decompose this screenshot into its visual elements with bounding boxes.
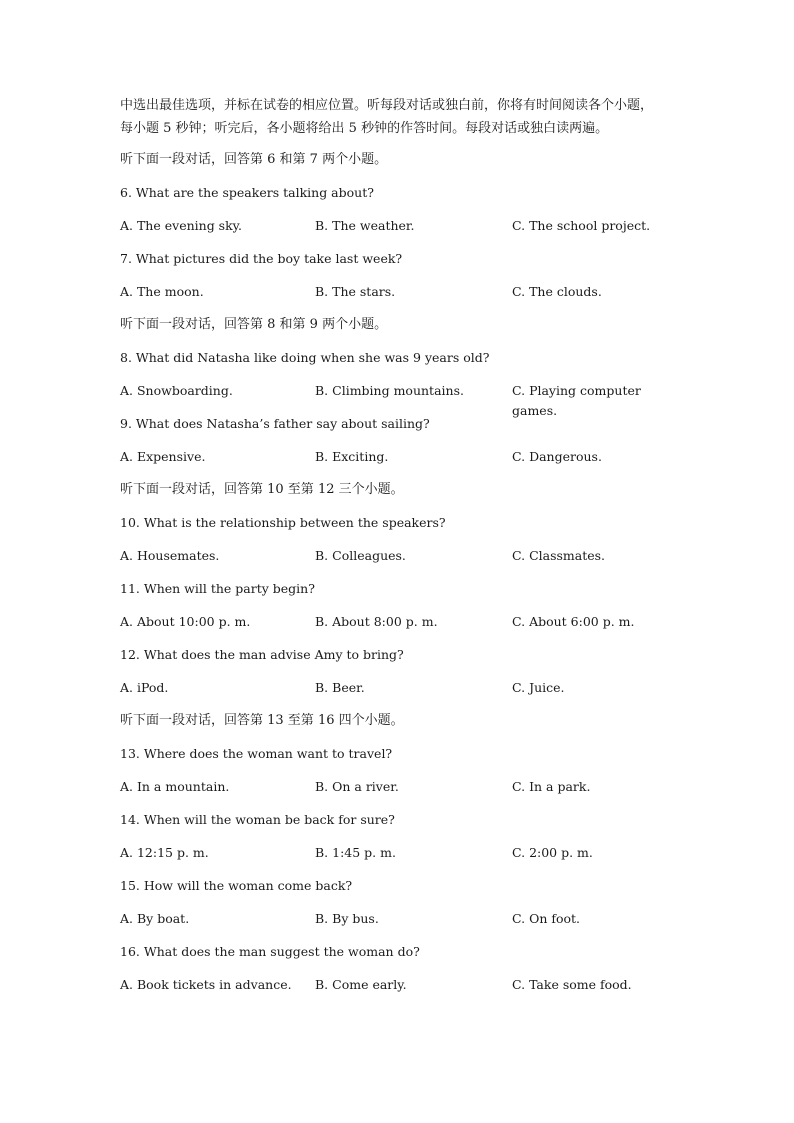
option-c: C. On foot. — [512, 911, 581, 926]
answer-options — [120, 909, 680, 929]
option-c: C. The clouds. — [512, 284, 602, 299]
instructions — [120, 94, 680, 140]
answer-options — [120, 678, 680, 698]
question-text: 7. What pictures did the boy take last week? — [120, 251, 403, 266]
answer-options — [120, 447, 680, 467]
option-a: A. Book tickets in advance. — [120, 977, 292, 992]
question-text: 10. What is the relationship between the speakers? — [120, 515, 446, 530]
option-b: B. On a river. — [315, 779, 399, 794]
section-heading: 听下面一段对话，回答第 8 和第 9 两个小题。 — [120, 317, 388, 332]
question-text: 16. What does the man suggest the woman do? — [120, 944, 420, 959]
option-a: A. The moon. — [120, 284, 204, 299]
option-c: C. 2:00 p. m. — [512, 845, 593, 860]
instructions-line-1: 中选出最佳选项，并标在试卷的相应位置。听每段对话或独白前，你将有时间阅读各个小题， — [120, 98, 654, 113]
option-b: B. The weather. — [315, 218, 415, 233]
option-c: C. The school project. — [512, 218, 651, 233]
answer-options — [120, 546, 680, 566]
question-text: 15. How will the woman come back? — [120, 878, 353, 893]
option-b: B. Come early. — [315, 977, 407, 992]
option-b: B. The stars. — [315, 284, 396, 299]
section-heading: 听下面一段对话，回答第 6 和第 7 两个小题。 — [120, 152, 388, 167]
option-a: A. The evening sky. — [120, 218, 243, 233]
option-b: B. Climbing mountains. — [315, 383, 464, 398]
question-text: 13. Where does the woman want to travel? — [120, 746, 393, 761]
option-c: C. About 6:00 p. m. — [512, 614, 635, 629]
section-heading: 听下面一段对话，回答第 10 至第 12 三个小题。 — [120, 482, 404, 497]
option-a: A. By boat. — [120, 911, 190, 926]
option-b: B. Exciting. — [315, 449, 389, 464]
option-c: C. In a park. — [512, 779, 591, 794]
option-b: B. Colleagues. — [315, 548, 406, 563]
question-text: 14. When will the woman be back for sure? — [120, 812, 395, 827]
answer-options — [120, 381, 680, 418]
option-a: A. Housemates. — [120, 548, 220, 563]
option-a: A. iPod. — [120, 680, 169, 695]
answer-options — [120, 216, 680, 236]
answer-options — [120, 612, 680, 632]
question-text: 9. What does Natasha’s father say about sailing? — [120, 416, 430, 431]
option-c: C. Juice. — [512, 680, 565, 695]
question-list — [120, 150, 680, 995]
question-text: 8. What did Natasha like doing when she was 9 years old? — [120, 350, 490, 365]
option-c: C. Classmates. — [512, 548, 606, 563]
exam-page — [120, 94, 680, 1008]
option-a: A. In a mountain. — [120, 779, 230, 794]
option-a: A. Snowboarding. — [120, 383, 233, 398]
answer-options — [120, 975, 680, 995]
option-c: C. Playing computer games. — [512, 383, 641, 418]
option-b: B. Beer. — [315, 680, 365, 695]
instructions-line-2: 每小题 5 秒钟；听完后，各小题将给出 5 秒钟的作答时间。每段对话或独白读两遍。 — [120, 121, 609, 136]
question-text: 11. When will the party begin? — [120, 581, 315, 596]
option-b: B. By bus. — [315, 911, 379, 926]
question-text: 12. What does the man advise Amy to bring? — [120, 647, 404, 662]
option-a: A. 12:15 p. m. — [120, 845, 209, 860]
question-text: 6. What are the speakers talking about? — [120, 185, 374, 200]
option-c: C. Dangerous. — [512, 449, 602, 464]
answer-options — [120, 777, 680, 797]
answer-options — [120, 843, 680, 863]
option-b: B. About 8:00 p. m. — [315, 614, 438, 629]
answer-options — [120, 282, 680, 302]
option-b: B. 1:45 p. m. — [315, 845, 396, 860]
option-a: A. Expensive. — [120, 449, 206, 464]
section-heading: 听下面一段对话，回答第 13 至第 16 四个小题。 — [120, 713, 404, 728]
option-a: A. About 10:00 p. m. — [120, 614, 251, 629]
option-c: C. Take some food. — [512, 977, 632, 992]
